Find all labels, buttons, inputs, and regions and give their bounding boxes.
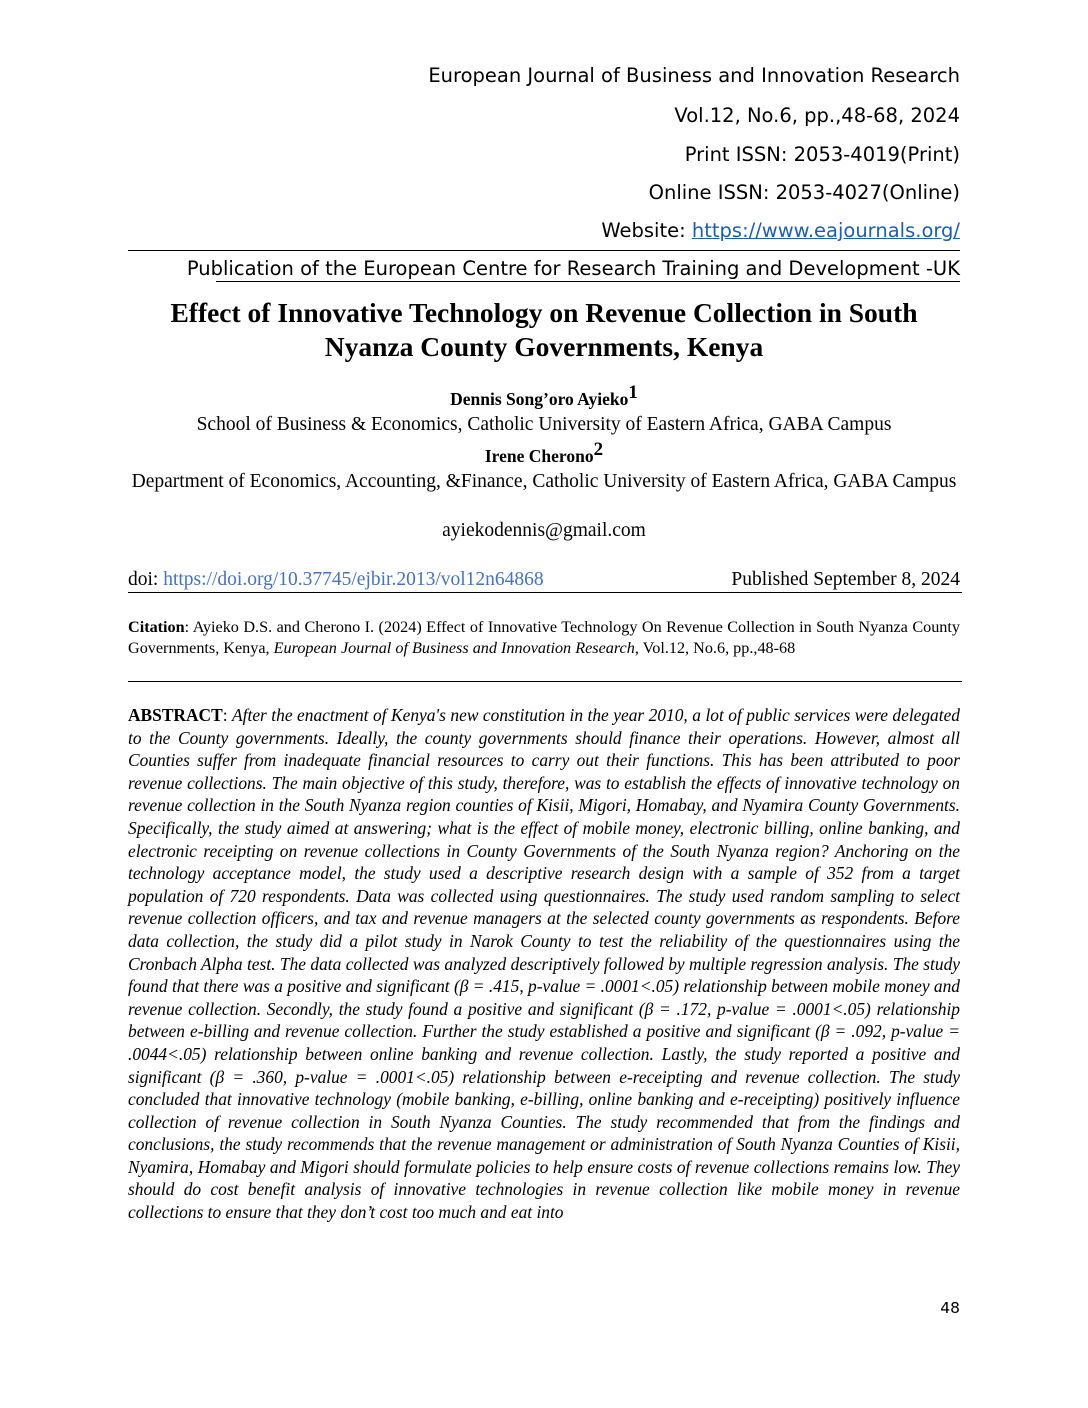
- publisher-rule: [216, 281, 960, 282]
- doi-line: [128, 568, 960, 591]
- print-issn: Print ISSN: 2053-4019(Print): [684, 143, 960, 166]
- author-1: [118, 382, 970, 411]
- author-2-affiliation: Department of Economics, Accounting, &Finance, Catholic University of Eastern Africa, GABA Campus: [131, 471, 957, 492]
- author-email: ayiekodennis@gmail.com: [442, 520, 646, 541]
- author-1-sup: 1: [628, 382, 638, 403]
- abstract-text: After the enactment of Kenya's new constitution in the year 2010, a lot of public services were delegated to the County governments. Ideally, the county governments should finance their operations. However, almost all Counties suffer from inadequate financial resources to carry out their functions. This has been attributed to poor revenue collections. The main objective of this study, therefore, was to establish the effects of innovative technology on revenue collection in the South Nyanza region counties of Kisii, Migori, Homabay, and Nyamira County Governments. Specifically, the study aimed at answering; what is the effect of mobile money, electronic billing, online banking, and electronic receipting on revenue collections in County Governments of the South Nyanza region? Anchoring on the technology acceptance model, the study used a descriptive research design with a sample of 352 from a target population of 720 respondents. Data was collected using questionnaires. The study used random sampling to select revenue collection officers, and tax and revenue managers at the selected county governments as respondents. Before data collection, the study did a pilot study in Narok County to test the reliability of the questionnaires using the Cronbach Alpha test. The data collected was analyzed descriptively followed by multiple regression analysis. The study found that there was a positive and significant (β = .415, p-value = .0001<.05) relationship between mobile money and revenue collection. Secondly, the study found a positive and significant (β = .172, p-value = .0001<.05) relationship between e-billing and revenue collection. Further the study established a positive and significant (β = .092, p-value = .0044<.05) relationship between online banking and revenue collection. Lastly, the study reported a positive and significant (β = .360, p-value = .0001<.05) relationship between e-receipting and revenue collection. The study concluded that innovative technology (mobile banking, e-billing, online banking and e-receipting) positively influence collection of revenue collection in South Nyanza Counties. The study recommended that from the findings and conclusions, the study recommends that the revenue management or administration of South Nyanza Counties of Kisii, Nyamira, Homabay and Migori should formulate policies to help ensure costs of revenue collections remains low. They should do cost benefit analysis of innovative technologies in revenue collection like mobile money in revenue collections to ensure that they don’t cost too much and eat into: [128, 705, 960, 1223]
- website-link[interactable]: https://www.eajournals.org/: [691, 219, 960, 242]
- doi-label: doi:: [128, 569, 164, 590]
- citation-text: : Ayieko D.S. and Cherono I. (2024) Effect of Innovative Technology On Revenue Collection in South Nyanza County Governments, Kenya,: [128, 618, 960, 657]
- title-line-1: Effect of Innovative Technology on Revenue Collection in South: [170, 297, 918, 328]
- website-line: [128, 219, 960, 243]
- author-2-sup: 2: [593, 439, 604, 460]
- doi-rule: [128, 592, 962, 593]
- journal-name: European Journal of Business and Innovation Research: [428, 64, 960, 87]
- header-rule: [128, 250, 960, 251]
- abstract-label: ABSTRACT: [128, 705, 223, 725]
- website-label: Website:: [601, 219, 692, 242]
- volume-info: Vol.12, No.6, pp.,48-68, 2024: [674, 104, 960, 127]
- author-2: [118, 439, 970, 468]
- citation-label: Citation: [128, 618, 185, 636]
- abstract-separator: :: [222, 705, 233, 725]
- doi-link[interactable]: https://doi.org/10.37745/ejbir.2013/vol12n64868: [163, 569, 544, 590]
- citation-block: [128, 617, 960, 658]
- paper-title: [128, 296, 960, 364]
- title-line-2: Nyanza County Governments, Kenya: [324, 331, 764, 362]
- author-1-affiliation: School of Business & Economics, Catholic University of Eastern Africa, GABA Campus: [196, 414, 892, 435]
- author-2-name: Irene Cherono: [484, 446, 594, 466]
- citation-rule: [128, 681, 962, 682]
- author-1-name: Dennis Song’oro Ayieko: [450, 389, 629, 409]
- published-date: Published September 8, 2024: [731, 569, 960, 590]
- publisher-line: Publication of the European Centre for Research Training and Development -UK: [186, 257, 960, 280]
- citation-volume: , Vol.12, No.6, pp.,48-68: [634, 638, 796, 657]
- citation-journal: European Journal of Business and Innovation Research: [273, 638, 635, 657]
- online-issn: Online ISSN: 2053-4027(Online): [648, 181, 960, 204]
- abstract-block: [128, 704, 960, 1224]
- page-number: 48: [940, 1299, 960, 1317]
